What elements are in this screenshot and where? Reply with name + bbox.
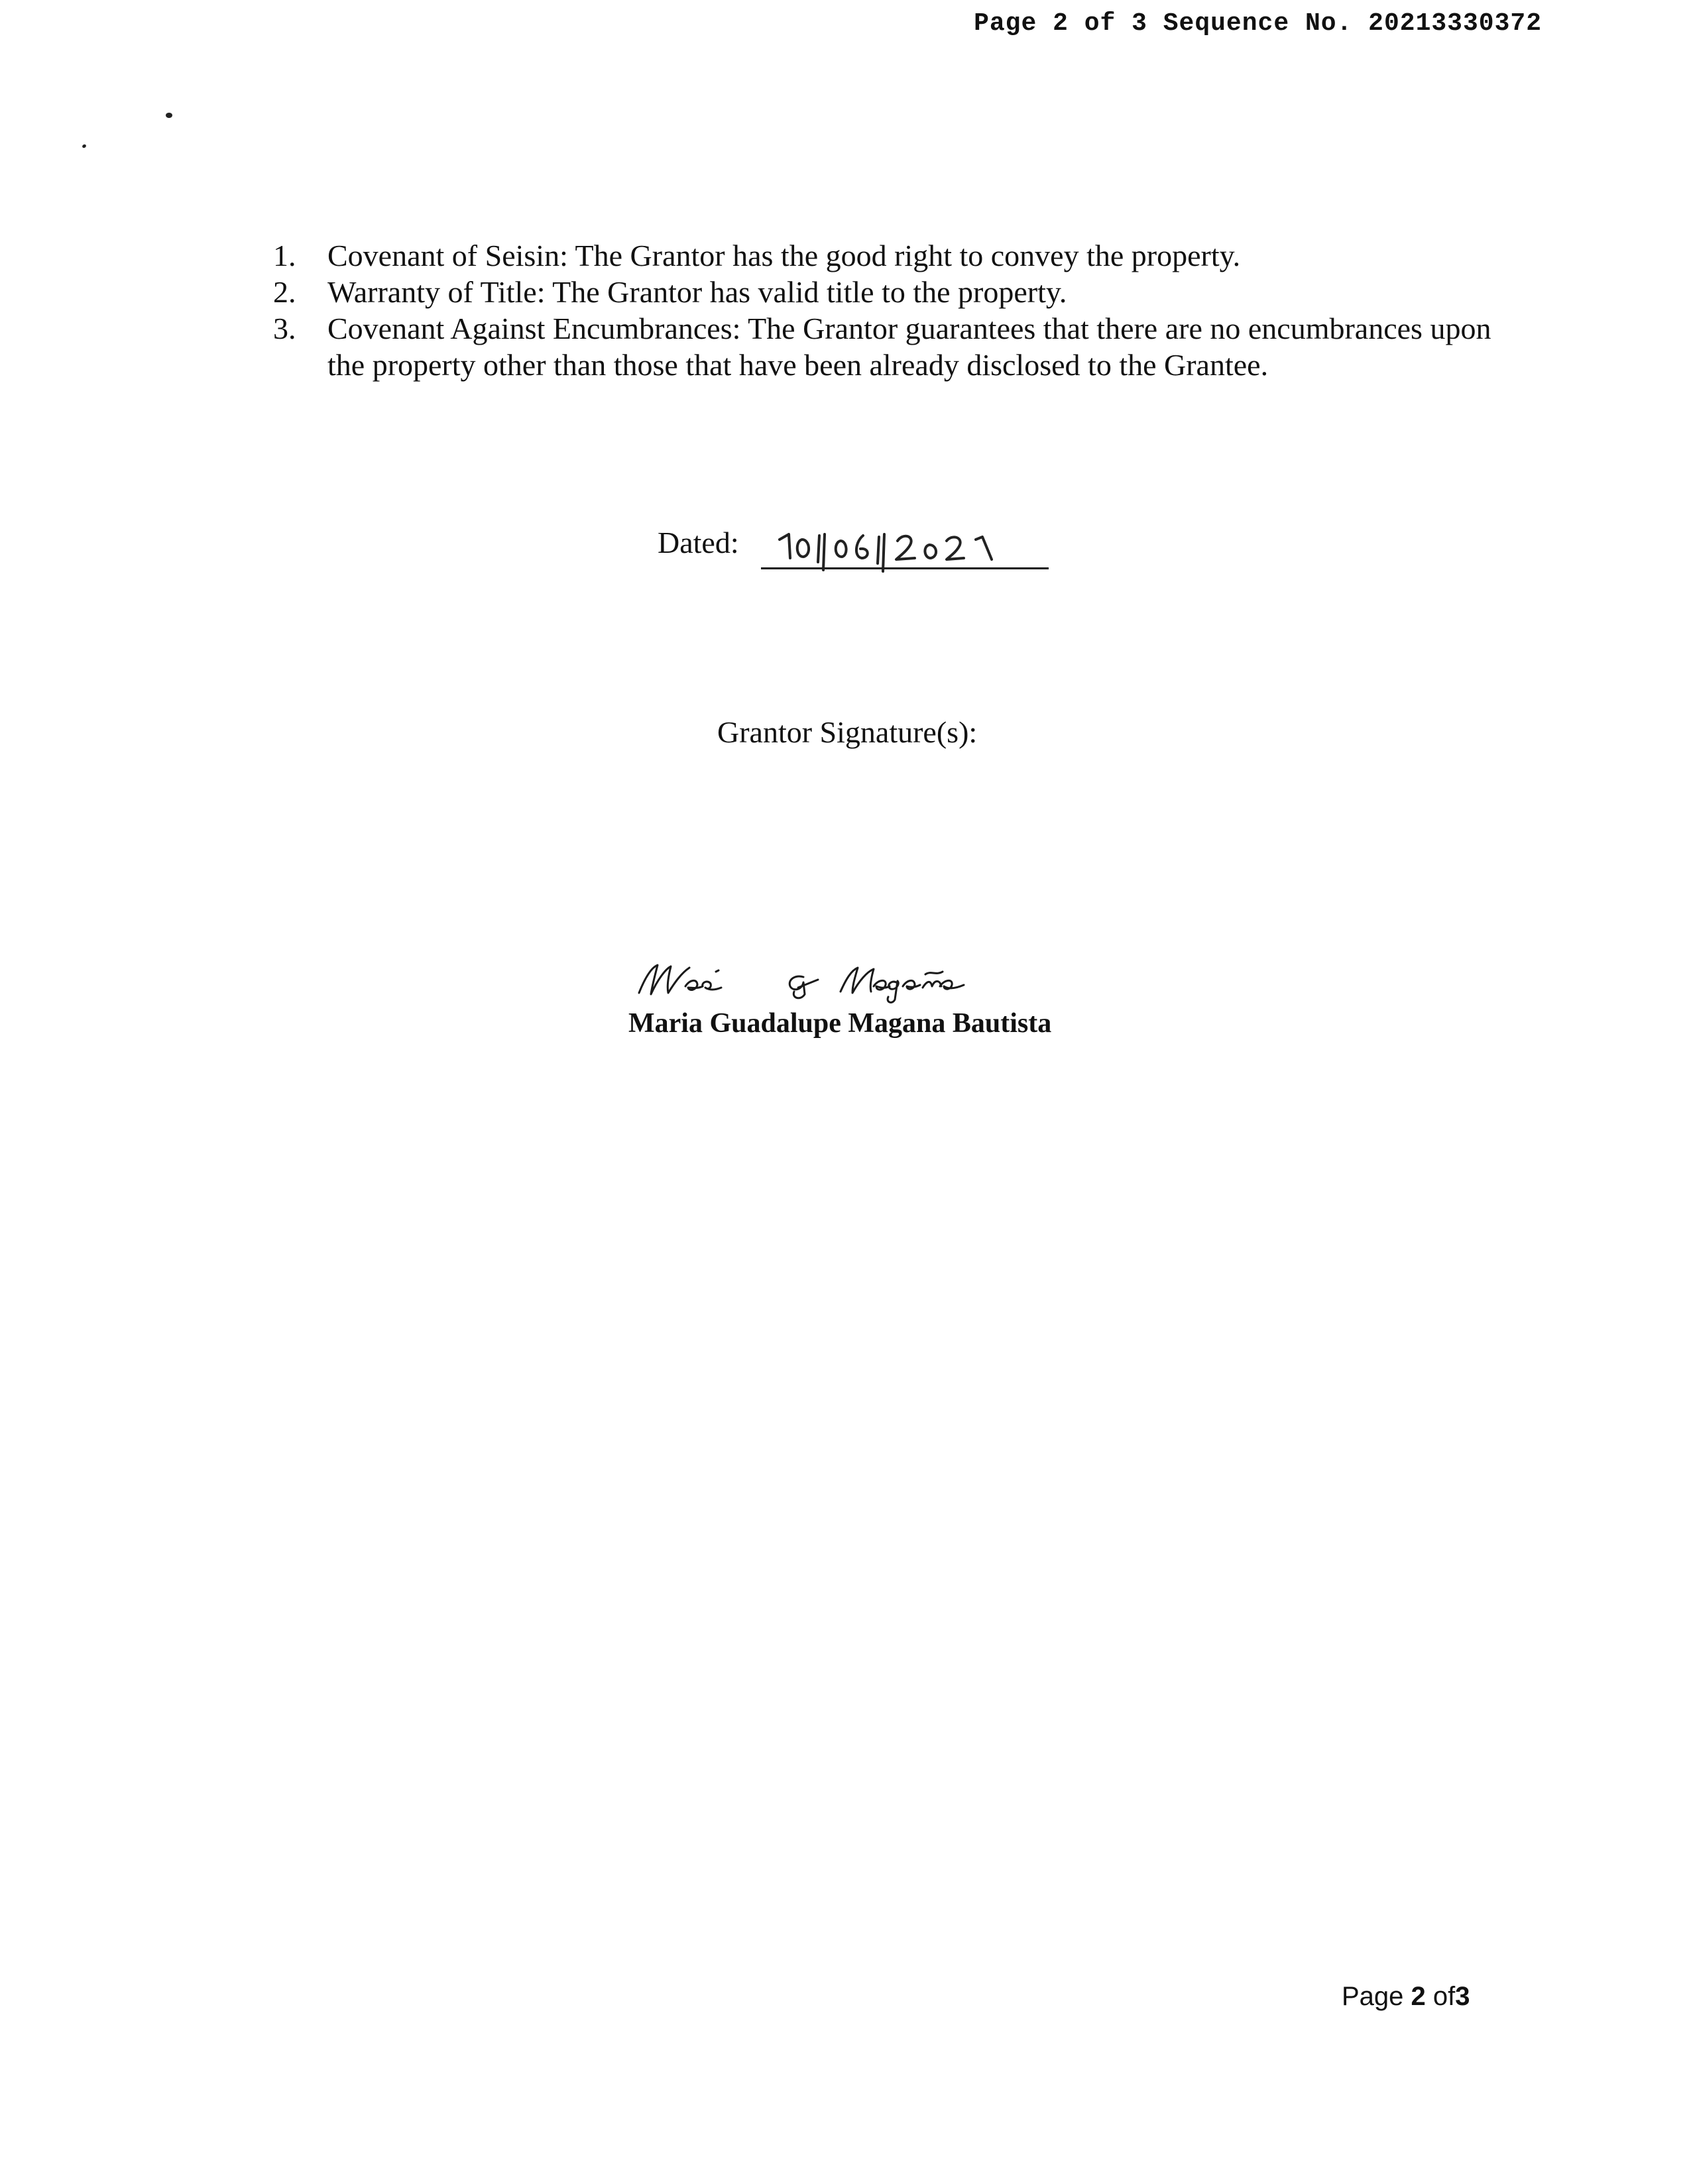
page-number [1342, 1982, 1470, 2012]
page-current: 2 [1411, 1982, 1426, 2011]
covenant-number: 2. [273, 275, 296, 309]
covenant-list [273, 237, 1499, 383]
page-separator: of [1432, 1982, 1456, 2011]
scan-speck [82, 144, 87, 149]
sequence-stamp: Page 2 of 3 Sequence No. 20213330372 [974, 9, 1542, 38]
dated-label: Dated: [658, 526, 739, 559]
covenant-item [273, 310, 1499, 383]
covenant-text: Covenant of Seisin: The Grantor has the good right to convey the property. [327, 239, 1241, 272]
covenant-number: 3. [273, 312, 296, 345]
grantor-signature-label: Grantor Signature(s): [717, 715, 978, 749]
covenant-text: Covenant Against Encumbrances: The Grantor guarantees that there are no encumbrances upon the property other than those that have been already disclosed to the Grantee. [327, 312, 1491, 382]
covenant-text: Warranty of Title: The Grantor has valid title to the property. [327, 275, 1067, 309]
page-total: 3 [1455, 1982, 1470, 2011]
covenant-number: 1. [273, 239, 296, 272]
grantor-name: Maria Guadalupe Magana Bautista [628, 1008, 1052, 1039]
handwritten-date [776, 530, 1041, 577]
page-prefix: Page [1342, 1982, 1404, 2011]
scan-speck [166, 113, 172, 118]
grantor-signature-icon [628, 953, 1053, 1006]
covenant-item [273, 274, 1499, 310]
covenant-item [273, 237, 1499, 274]
